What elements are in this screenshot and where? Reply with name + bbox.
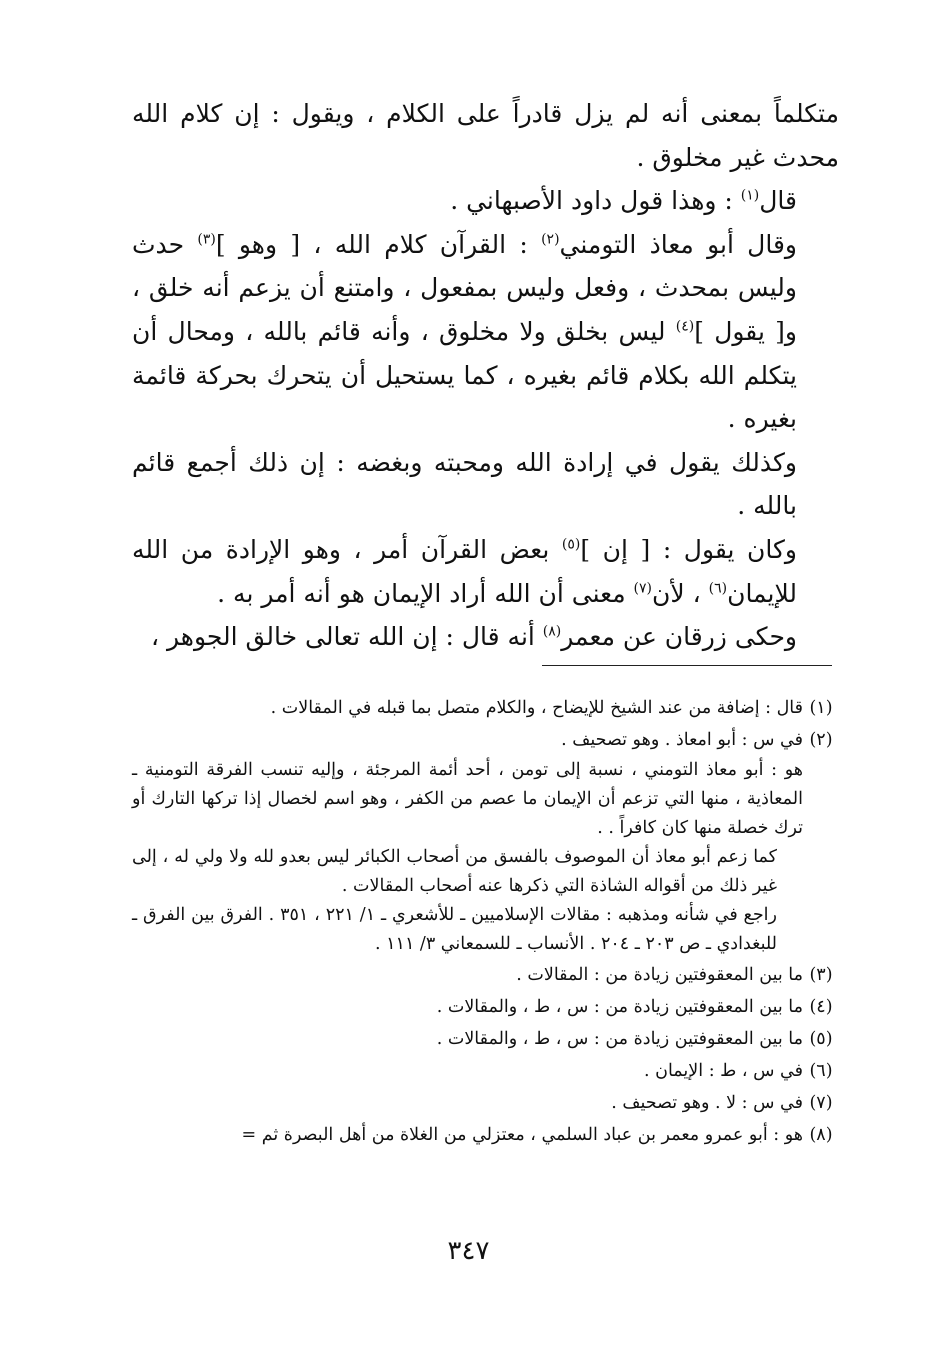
footnote-marker: (٨)	[542, 623, 562, 640]
footnote-marker: (٤)	[675, 318, 695, 335]
page-number: ٣٤٧	[447, 1236, 490, 1266]
paragraph-text: أنه قال : إن الله تعالى خالق الجوهر ،	[150, 622, 543, 652]
footnote	[132, 724, 839, 756]
footnote-text: في س : أبو امعاذ . وهو تصحيف .	[561, 730, 803, 750]
footnote	[132, 1023, 839, 1055]
paragraph	[132, 92, 839, 179]
footnote-number: (٧)	[809, 1093, 833, 1113]
footnote-number: (٨)	[809, 1125, 833, 1145]
footnote-number: (١)	[809, 698, 833, 718]
footnote-text: ما بين المعقوفتين زيادة من : س ، ط ، والمقالات .	[436, 997, 803, 1017]
footnote-marker: (٦)	[708, 580, 728, 597]
footnote-number: (٤)	[809, 997, 833, 1017]
paragraph	[132, 179, 839, 223]
footnote-marker: (٧)	[633, 580, 653, 597]
paragraph-text: حدث وليس بمحدث ، وفعل وليس بمفعول ، وامتنع أن يزعم أنه خلق ، و[ يقول ]	[132, 229, 797, 346]
footnote	[132, 1119, 839, 1151]
paragraph-text: ليس بخلق ولا مخلوق ، وأنه قائم بالله ، ومحال أن يتكلم الله بكلام قائم بغيره ، كما يستحيل أن يتحرك بحركة قائمة بغيره .	[132, 316, 797, 434]
paragraph-text: بعض القرآن أمر ، وهو الإرادة من الله للإيمان	[132, 534, 797, 608]
paragraph-text: ، لأن	[652, 578, 709, 608]
footnote-continuation: هو : أبو معاذ التومني ، نسبة إلى تومن ، أحد أئمة المرجئة ، وإليه تنسب الفرقة التومنية ـ المعاذية ، منها التي تزعم أن الإيمان ما عصم من الكفر ، وهو اسم لخصال إذا تركها التارك أو ترك خصلة منها كان كافراً . .	[132, 760, 803, 838]
footnote-number: (٥)	[809, 1029, 833, 1049]
paragraph	[132, 615, 839, 659]
footnote-continuation: كما زعم أبو معاذ أن الموصوف بالفسق من أصحاب الكبائر ليس بعدو لله ولا ولي له ، إلى غير ذلك من أقواله الشاذة التي ذكرها عنه أصحاب المقالات .	[132, 847, 777, 896]
paragraph-text: : وهذا قول داود الأصبهاني .	[450, 186, 741, 216]
footnote-text: في س : لا . وهو تصحيف .	[611, 1093, 803, 1113]
paragraph-text: وحكى زرقان عن معمر	[561, 622, 797, 652]
footnote	[132, 991, 839, 1023]
footnote-marker: (٥)	[561, 536, 581, 553]
footnote	[132, 692, 839, 724]
footnote-marker: (٣)	[197, 231, 216, 248]
paragraph-text: متكلماً بمعنى أنه لم يزل قادراً على الكلام ، ويقول : إن كلام الله محدث غير مخلوق .	[132, 99, 839, 172]
footnote-text: في س ، ط : الإيمان .	[644, 1061, 803, 1081]
paragraph-text: : القرآن كلام الله ، [ وهو ]	[215, 229, 542, 259]
main-text	[132, 92, 839, 659]
paragraph-text: قال	[759, 186, 797, 216]
footnote-number: (٦)	[809, 1061, 833, 1081]
paragraph-text: وكان يقول : [ إن ]	[580, 534, 797, 564]
footnote-text: ما بين المعقوفتين زيادة من : س ، ط ، والمقالات .	[436, 1029, 803, 1049]
footnote-marker: (٢)	[541, 231, 560, 248]
paragraph	[132, 441, 839, 528]
footnote-text: هو : أبو عمرو معمر بن عباد السلمي ، معتزلي من الغلاة من أهل البصرة ثم =	[241, 1125, 803, 1145]
paragraph-text: وكذلك يقول في إرادة الله ومحبته وبغضه : إن ذلك أجمع قائم بالله .	[132, 447, 797, 521]
paragraph	[132, 223, 839, 441]
paragraph-text: وقال أبو معاذ التومني	[559, 229, 797, 259]
footnote	[132, 1087, 839, 1119]
footnote	[132, 1055, 839, 1087]
footnote-text: ما بين المعقوفتين زيادة من : المقالات .	[516, 965, 803, 985]
paragraph-text: معنى أن الله أراد الإيمان هو أنه أمر به .	[217, 578, 634, 608]
footnote	[132, 959, 839, 991]
footnote-text: قال : إضافة من عند الشيخ للإيضاح ، والكلام متصل بما قبله في المقالات .	[270, 698, 803, 718]
footnote-number: (٣)	[809, 965, 833, 985]
footnotes	[132, 692, 839, 1151]
footnote-continuation: راجع في شأنه ومذهبه : مقالات الإسلاميين ـ للأشعري ـ ١/ ٢٢١ ، ٣٥١ . الفرق بين الفرق ـ للبغدادي ـ ص ٢٠٣ ـ ٢٠٤ . الأنساب ـ للسمعاني ٣/ ١١١ .	[132, 905, 778, 954]
paragraph	[132, 528, 839, 615]
footnote-separator	[542, 665, 832, 666]
footnote-marker: (١)	[740, 187, 760, 204]
footnote-number: (٢)	[809, 730, 833, 750]
